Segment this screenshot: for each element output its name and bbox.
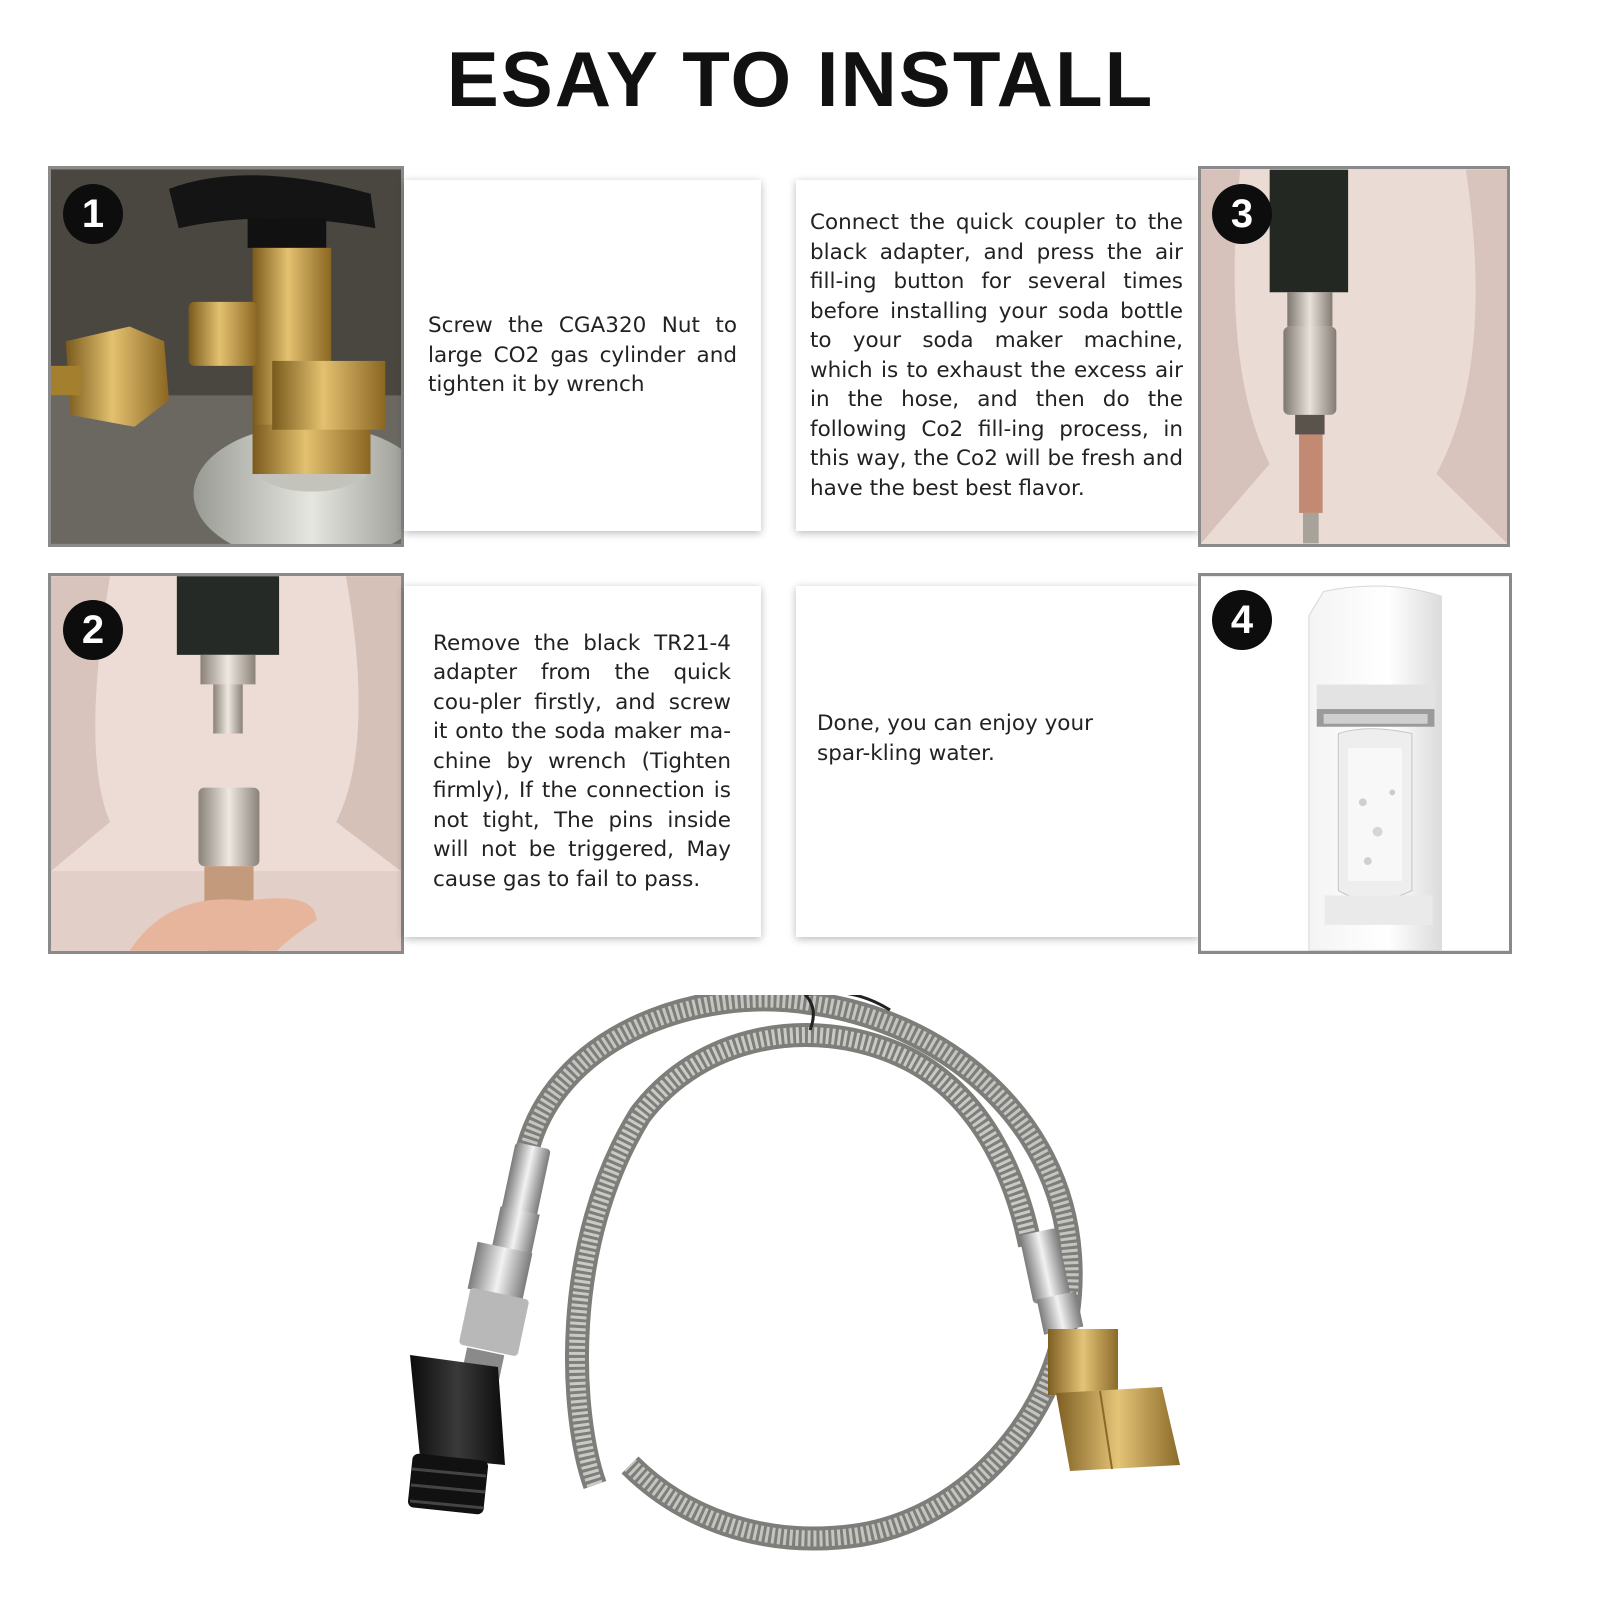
- step-2-card: [404, 586, 761, 937]
- step-4-card: [796, 586, 1199, 937]
- step-3-card: [796, 180, 1199, 531]
- step-2-badge: 2: [63, 600, 123, 660]
- braided-hose-icon: [380, 995, 1240, 1565]
- step-4-text: Done, you can enjoy your spar-kling water.: [817, 711, 1093, 766]
- step-4-badge: 4: [1212, 590, 1272, 650]
- step-1-text: Screw the CGA320 Nut to large CO2 gas cylinder and tighten it by wrench: [428, 313, 737, 398]
- step-3-badge: 3: [1212, 184, 1272, 244]
- step-2-text: Remove the black TR21-4 adapter from the quick cou-pler firstly, and screw it onto the soda maker ma-chine by wrench (Tighten firmly), If the connection is not tight, The pins inside will not be triggered, May cause gas to fail to pass.: [433, 630, 731, 892]
- step-3-text: Connect the quick coupler to the black adapter, and press the air fill-ing button for several times before installing your soda bottle to your soda maker machine, which is to exhaust the excess air in the hose, and then do the following Co2 fill-ing process, in this way, the Co2 will be fresh and have the best best flavor.: [810, 210, 1183, 501]
- hose-product-photo: [380, 995, 1240, 1565]
- step-1-badge: 1: [63, 184, 123, 244]
- step-1-card: [404, 180, 761, 531]
- page-title: ESAY TO INSTALL: [446, 35, 1155, 123]
